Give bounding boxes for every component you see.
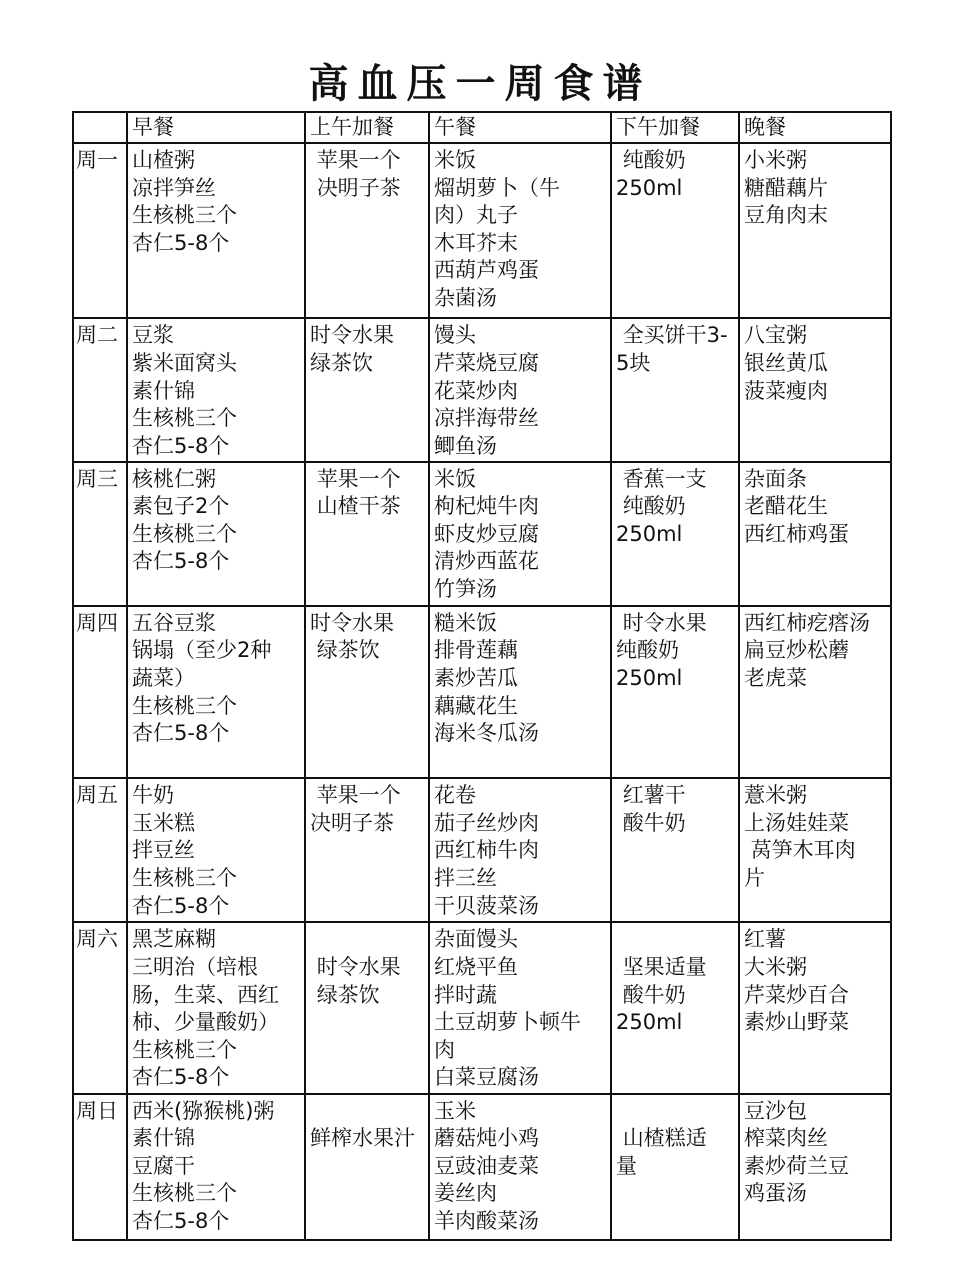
menu-item: 枸杞炖牛肉 <box>434 494 539 519</box>
day-cell: 周日 <box>73 1094 127 1240</box>
menu-item: 250ml <box>616 666 683 690</box>
menu-item: 豆浆 <box>132 323 174 348</box>
menu-item: 杏仁5-8个 <box>132 1065 230 1090</box>
header-row <box>73 112 891 143</box>
morning-snack-cell <box>305 778 429 922</box>
breakfast-cell <box>127 318 305 461</box>
menu-item: 250ml <box>616 521 683 546</box>
menu-item: 西米(猕猴桃)粥 <box>132 1098 275 1123</box>
afternoon-snack-cell <box>611 606 739 778</box>
dinner-cell <box>739 606 891 778</box>
menu-item: 250ml <box>616 175 683 200</box>
menu-item: 西红柿疙瘩汤 <box>744 610 870 635</box>
menu-item: 决明子茶 <box>310 175 401 200</box>
menu-item: 老虎菜 <box>744 666 807 690</box>
menu-item: 全买饼干3- <box>616 323 728 348</box>
lunch-cell <box>429 462 611 606</box>
menu-item: 杂面馒头 <box>434 927 518 952</box>
menu-item <box>616 1098 735 1126</box>
menu-item: 干贝菠菜汤 <box>434 893 539 918</box>
menu-item: 生核桃三个 <box>132 865 237 890</box>
menu-item: 生核桃三个 <box>132 203 237 228</box>
menu-item: 山楂干茶 <box>310 494 401 519</box>
menu-item: 银丝黄瓜 <box>744 350 828 375</box>
menu-item: 肉）丸子 <box>434 203 518 228</box>
breakfast-cell <box>127 143 305 318</box>
menu-item: 肠，生菜、西红 <box>132 982 279 1007</box>
afternoon-snack-cell <box>611 922 739 1093</box>
menu-item: 杏仁5-8个 <box>132 721 230 746</box>
menu-item: 西红柿鸡蛋 <box>744 521 849 546</box>
menu-item: 生核桃三个 <box>132 693 237 718</box>
menu-item: 素炒山野菜 <box>744 1010 849 1035</box>
table-row <box>73 462 891 606</box>
lunch-cell <box>429 922 611 1093</box>
menu-item: 锅塌（至少2种 <box>132 638 272 663</box>
menu-item: 红薯 <box>744 927 786 952</box>
menu-item: 八宝粥 <box>744 323 807 348</box>
menu-item: 上汤娃娃菜 <box>744 810 849 835</box>
morning-snack-cell <box>305 143 429 318</box>
menu-item: 黑芝麻糊 <box>132 927 216 952</box>
menu-item: 山楂糕适 <box>616 1126 707 1151</box>
menu-item: 花菜炒肉 <box>434 378 518 403</box>
menu-item: 杏仁5-8个 <box>132 893 230 918</box>
menu-item: 羊肉酸菜汤 <box>434 1209 539 1234</box>
menu-item: 莴笋木耳肉 <box>744 838 856 863</box>
menu-item: 生核桃三个 <box>132 1037 237 1062</box>
afternoon-snack-cell <box>611 318 739 461</box>
menu-item <box>616 926 735 954</box>
menu-item: 竹笋汤 <box>434 576 497 601</box>
menu-item: 素包子2个 <box>132 494 230 519</box>
menu-item: 生核桃三个 <box>132 1181 237 1206</box>
menu-item: 量 <box>616 1153 637 1178</box>
menu-item: 时令水果 <box>310 954 401 979</box>
menu-item: 绿茶饮 <box>310 638 380 663</box>
table-row <box>73 318 891 461</box>
day-cell: 周六 <box>73 922 127 1093</box>
morning-snack-cell <box>305 462 429 606</box>
menu-item: 豆沙包 <box>744 1098 807 1123</box>
menu-item: 核桃仁粥 <box>132 466 216 491</box>
dinner-cell <box>739 1094 891 1240</box>
table-row <box>73 606 891 778</box>
menu-item: 馒头 <box>434 323 476 348</box>
menu-item: 杏仁5-8个 <box>132 549 230 574</box>
menu-item: 老醋花生 <box>744 494 828 519</box>
lunch-cell <box>429 1094 611 1240</box>
morning-snack-cell <box>305 318 429 461</box>
menu-item: 玉米糕 <box>132 810 195 835</box>
menu-item: 芹菜炒百合 <box>744 982 849 1007</box>
menu-item: 凉拌笋丝 <box>132 175 216 200</box>
menu-item: 薏米粥 <box>744 783 807 808</box>
dinner-cell <box>739 318 891 461</box>
menu-item: 决明子茶 <box>310 810 394 835</box>
menu-item: 大米粥 <box>744 954 807 979</box>
menu-item: 排骨莲藕 <box>434 638 518 663</box>
menu-item: 榨菜肉丝 <box>744 1126 828 1151</box>
menu-item: 拌三丝 <box>434 865 497 890</box>
menu-item: 纯酸奶 <box>616 148 686 172</box>
menu-item: 杂菌汤 <box>434 285 497 310</box>
menu-item: 三明治（培根 <box>132 954 258 979</box>
menu-item: 菠菜瘦肉 <box>744 378 828 403</box>
dinner-cell <box>739 143 891 318</box>
header-morning-snack: 上午加餐 <box>305 112 429 143</box>
menu-item: 纯酸奶 <box>616 494 686 519</box>
table-row <box>73 778 891 922</box>
weekly-menu-table <box>72 111 892 1241</box>
menu-item: 花卷 <box>434 783 476 808</box>
menu-item: 红薯干 <box>616 783 686 808</box>
menu-item: 素什锦 <box>132 1126 195 1151</box>
menu-item: 扁豆炒松蘑 <box>744 638 849 663</box>
menu-item: 苹果一个 <box>310 466 401 491</box>
menu-item: 绿茶饮 <box>310 350 373 375</box>
menu-item: 小米粥 <box>744 148 807 172</box>
menu-item: 米饭 <box>434 466 476 491</box>
menu-item: 糙米饭 <box>434 610 497 635</box>
menu-item: 苹果一个 <box>310 783 401 808</box>
menu-item: 西红柿牛肉 <box>434 838 539 863</box>
menu-item: 时令水果 <box>310 610 394 635</box>
menu-item: 凉拌海带丝 <box>434 406 539 431</box>
menu-item: 米饭 <box>434 148 476 172</box>
menu-item: 鲫鱼汤 <box>434 433 497 458</box>
breakfast-cell <box>127 606 305 778</box>
menu-item: 鲜榨水果汁 <box>310 1126 415 1151</box>
menu-item: 芹菜烧豆腐 <box>434 350 539 375</box>
menu-item: 苹果一个 <box>310 148 401 172</box>
menu-item <box>310 1098 425 1126</box>
menu-item: 木耳芥末 <box>434 230 518 255</box>
menu-item: 杏仁5-8个 <box>132 230 230 255</box>
menu-item: 生核桃三个 <box>132 406 237 431</box>
menu-item: 5块 <box>616 350 651 375</box>
afternoon-snack-cell <box>611 462 739 606</box>
menu-item: 时令水果 <box>310 323 394 348</box>
menu-item: 蔬菜） <box>132 666 195 690</box>
afternoon-snack-cell <box>611 143 739 318</box>
morning-snack-cell <box>305 1094 429 1240</box>
menu-item: 拌豆丝 <box>132 838 195 863</box>
menu-item: 糖醋藕片 <box>744 175 828 200</box>
menu-item: 熘胡萝卜（牛 <box>434 175 560 200</box>
day-cell: 周四 <box>73 606 127 778</box>
menu-item: 坚果适量 <box>616 954 707 979</box>
menu-item: 片 <box>744 865 765 890</box>
header-day <box>73 112 127 143</box>
header-lunch: 午餐 <box>429 112 611 143</box>
menu-item: 红烧平鱼 <box>434 954 518 979</box>
menu-item: 鸡蛋汤 <box>744 1181 807 1206</box>
menu-item: 杏仁5-8个 <box>132 433 230 458</box>
lunch-cell <box>429 318 611 461</box>
day-cell: 周二 <box>73 318 127 461</box>
menu-item: 山楂粥 <box>132 148 195 172</box>
menu-item: 酸牛奶 <box>616 810 686 835</box>
menu-item: 豆角肉末 <box>744 203 828 228</box>
menu-item: 玉米 <box>434 1098 476 1123</box>
menu-item: 藕藏花生 <box>434 693 518 718</box>
header-breakfast: 早餐 <box>127 112 305 143</box>
table-row <box>73 1094 891 1240</box>
day-cell: 周一 <box>73 143 127 318</box>
header-dinner: 晚餐 <box>739 112 891 143</box>
day-cell: 周五 <box>73 778 127 922</box>
menu-item: 素炒荷兰豆 <box>744 1153 849 1178</box>
menu-item: 豆豉油麦菜 <box>434 1153 539 1178</box>
dinner-cell <box>739 462 891 606</box>
breakfast-cell <box>127 462 305 606</box>
header-afternoon-snack: 下午加餐 <box>611 112 739 143</box>
menu-item <box>310 926 425 954</box>
dinner-cell <box>739 778 891 922</box>
menu-item: 豆腐干 <box>132 1153 195 1178</box>
day-cell: 周三 <box>73 462 127 606</box>
menu-item: 紫米面窝头 <box>132 350 237 375</box>
breakfast-cell <box>127 778 305 922</box>
page-title: 高血压一周食谱 <box>308 61 652 107</box>
menu-item: 姜丝肉 <box>434 1181 497 1206</box>
morning-snack-cell <box>305 922 429 1093</box>
menu-item: 虾皮炒豆腐 <box>434 521 539 546</box>
menu-item: 素炒苦瓜 <box>434 666 518 690</box>
menu-item: 纯酸奶 <box>616 638 679 663</box>
lunch-cell <box>429 606 611 778</box>
menu-item: 时令水果 <box>616 610 707 635</box>
menu-item: 白菜豆腐汤 <box>434 1065 539 1090</box>
lunch-cell <box>429 778 611 922</box>
menu-item: 清炒西蓝花 <box>434 549 539 574</box>
menu-item: 素什锦 <box>132 378 195 403</box>
menu-item: 西葫芦鸡蛋 <box>434 258 539 283</box>
menu-item: 250ml <box>616 1010 683 1035</box>
menu-item: 海米冬瓜汤 <box>434 721 539 746</box>
dinner-cell <box>739 922 891 1093</box>
menu-item: 蘑菇炖小鸡 <box>434 1126 539 1151</box>
morning-snack-cell <box>305 606 429 778</box>
menu-item: 酸牛奶 <box>616 982 686 1007</box>
menu-item: 杏仁5-8个 <box>132 1209 230 1234</box>
breakfast-cell <box>127 1094 305 1240</box>
menu-item: 柿、少量酸奶） <box>132 1010 279 1035</box>
menu-item: 拌时蔬 <box>434 982 497 1007</box>
afternoon-snack-cell <box>611 778 739 922</box>
menu-item: 生核桃三个 <box>132 521 237 546</box>
menu-item: 绿茶饮 <box>310 982 380 1007</box>
menu-item: 茄子丝炒肉 <box>434 810 539 835</box>
menu-item: 香蕉一支 <box>616 466 707 491</box>
menu-item: 土豆胡萝卜顿牛 <box>434 1010 581 1035</box>
menu-item: 五谷豆浆 <box>132 610 216 635</box>
table-row <box>73 143 891 318</box>
menu-item: 杂面条 <box>744 466 807 491</box>
menu-item: 肉 <box>434 1037 455 1062</box>
lunch-cell <box>429 143 611 318</box>
afternoon-snack-cell <box>611 1094 739 1240</box>
menu-item: 牛奶 <box>132 783 174 808</box>
breakfast-cell <box>127 922 305 1093</box>
table-row <box>73 922 891 1093</box>
